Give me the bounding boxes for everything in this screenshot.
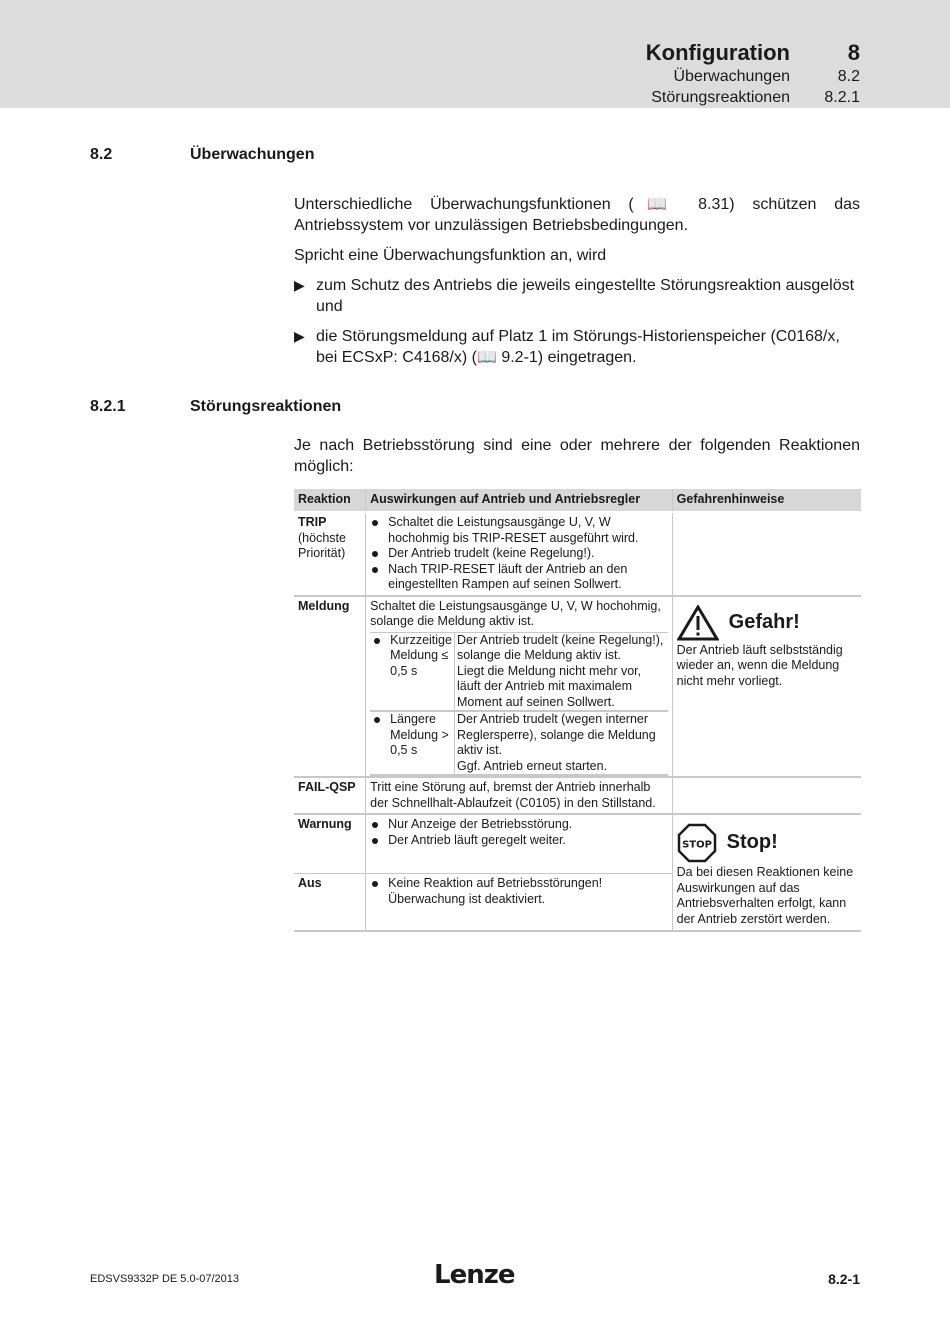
arrow-item-1-text: zum Schutz des Antriebs die jeweils eingestellte Störungsreaktion ausgelöst und [316, 277, 855, 315]
section-8-2-1-para1: Je nach Betriebsstörung sind eine oder mehrere der folgenden Reaktionen möglich: [294, 437, 860, 475]
section-8-2-body [294, 194, 860, 368]
meldung-long-row [370, 711, 668, 775]
reaction-table [294, 489, 861, 932]
section-8-2-num: 8.2 [90, 146, 113, 163]
header-subsection-num: 8.2.1 [824, 89, 860, 106]
arrow-item-1 [294, 275, 860, 317]
warnung-cell [294, 814, 366, 874]
arrow-item-2-text: die Störungsmeldung auf Platz 1 im Störungs-Historienspeicher (C0168/x, bei ECSxP: C4168/x) (📖 9.2-1) eingetragen. [316, 328, 840, 366]
trip-effects [366, 512, 673, 596]
meldung-short-label: Kurzzeitige Meldung ≤ 0,5 s [372, 633, 452, 680]
failqsp-hazard [672, 777, 861, 814]
danger-text: Der Antrieb läuft selbstständig wieder an, wenn die Meldung nicht mehr vorliegt. [676, 642, 843, 688]
meldung-subtable [370, 632, 668, 777]
stop-sign-icon [677, 823, 717, 863]
arrow-icon: ▶ [294, 328, 305, 344]
header-chapter-num: 8 [847, 40, 860, 65]
aus-effects [366, 874, 673, 932]
danger-title: Gefahr! [728, 610, 800, 633]
arrow-item-2 [294, 326, 860, 368]
row-failqsp [294, 777, 861, 814]
table-header-row [294, 489, 861, 512]
stop-title: Stop! [726, 831, 778, 854]
stop-hazard [672, 814, 861, 931]
header-section-num: 8.2 [837, 68, 860, 85]
aus-cell [294, 874, 366, 932]
lenze-logo: Lenze [434, 1260, 515, 1290]
header-section [673, 68, 860, 86]
aus-name: Aus [298, 876, 322, 890]
row-meldung [294, 596, 861, 778]
meldung-long-text1: Der Antrieb trudelt (wegen interner Reglersperre), solange die Meldung aktiv ist. [456, 712, 656, 757]
meldung-hazard [672, 596, 861, 778]
meldung-name: Meldung [298, 598, 350, 613]
header-chapter [646, 40, 860, 66]
arrow-icon: ▶ [294, 277, 305, 293]
meldung-short-row [370, 632, 668, 711]
stop-icon-text: STOP [681, 839, 712, 851]
section-8-2-1-num: 8.2.1 [90, 398, 126, 415]
trip-cell [294, 512, 366, 596]
th-reaktion: Reaktion [294, 489, 366, 512]
section-8-2-para2: Spricht eine Überwachungsfunktion an, wird [294, 247, 607, 264]
meldung-long-label: Längere Meldung > 0,5 s [372, 712, 452, 759]
trip-sub: (höchste Priorität) [298, 530, 346, 560]
footer-doc-id: EDSVS9332P DE 5.0-07/2013 [90, 1273, 240, 1285]
trip-hazard [672, 512, 861, 596]
trip-name: TRIP [298, 515, 327, 529]
failqsp-cell [294, 777, 366, 814]
meldung-intro: Schaltet die Leistungsausgänge U, V, W hochohmig, solange die Meldung aktiv ist. [370, 598, 661, 628]
header-chapter-title: Konfiguration [645, 40, 790, 65]
list-item: Keine Reaktion auf Betriebsstörungen! Überwachung ist deaktiviert. [370, 876, 668, 907]
meldung-long-text2: Ggf. Antrieb erneut starten. [456, 758, 608, 773]
warning-triangle-icon [677, 605, 719, 641]
th-gefahrenhinweise: Gefahrenhinweise [672, 489, 861, 512]
stop-text: Da bei diesen Reaktionen keine Auswirkungen auf das Antriebsverhalten erfolgt, kann der Antrieb zerstört werden. [676, 865, 854, 926]
section-8-2-1-title: Störungsreaktionen [190, 398, 342, 415]
failqsp-name: FAIL-QSP [298, 780, 356, 794]
section-8-2-1-body [294, 435, 860, 477]
warnung-name: Warnung [298, 817, 352, 831]
failqsp-effects [366, 777, 673, 814]
meldung-short-text2: Liegt die Meldung nicht mehr vor, läuft der Antrieb mit maximalem Moment auf seinen Sollwert. [456, 663, 642, 709]
section-8-2-para1: Unterschiedliche Überwachungsfunktionen (📖 8.31) schützen das Antriebssystem vor unzulässigen Betriebsbedingungen. [294, 196, 860, 234]
stop-heading [677, 823, 857, 863]
list-item: Nach TRIP-RESET läuft der Antrieb an den eingestellten Rampen auf seinen Sollwert. [370, 562, 668, 593]
list-item: Der Antrieb läuft geregelt weiter. [370, 833, 668, 849]
row-trip [294, 512, 861, 596]
danger-heading [677, 605, 857, 641]
meldung-short-text1: Der Antrieb trudelt (keine Regelung!), solange die Meldung aktiv ist. [456, 632, 664, 662]
header-subsection-title: Störungsreaktionen [651, 89, 790, 106]
warnung-effects [366, 814, 673, 874]
meldung-cell [294, 596, 366, 778]
header-section-title: Überwachungen [673, 68, 790, 85]
header-subsection [651, 89, 860, 107]
footer-page-number: 8.2-1 [828, 1271, 860, 1287]
list-item: Nur Anzeige der Betriebsstörung. [370, 817, 668, 833]
section-8-2-title: Überwachungen [190, 146, 315, 163]
meldung-effects [366, 596, 673, 778]
list-item: Der Antrieb trudelt (keine Regelung!). [370, 546, 668, 562]
failqsp-text: Tritt eine Störung auf, bremst der Antrieb innerhalb der Schnellhalt-Ablaufzeit (C0105) in den Stillstand. [370, 780, 656, 810]
list-item: Schaltet die Leistungsausgänge U, V, W hochohmig bis TRIP-RESET ausgeführt wird. [370, 515, 668, 546]
row-warnung [294, 814, 861, 874]
th-auswirkungen: Auswirkungen auf Antrieb und Antriebsregler [366, 489, 673, 512]
